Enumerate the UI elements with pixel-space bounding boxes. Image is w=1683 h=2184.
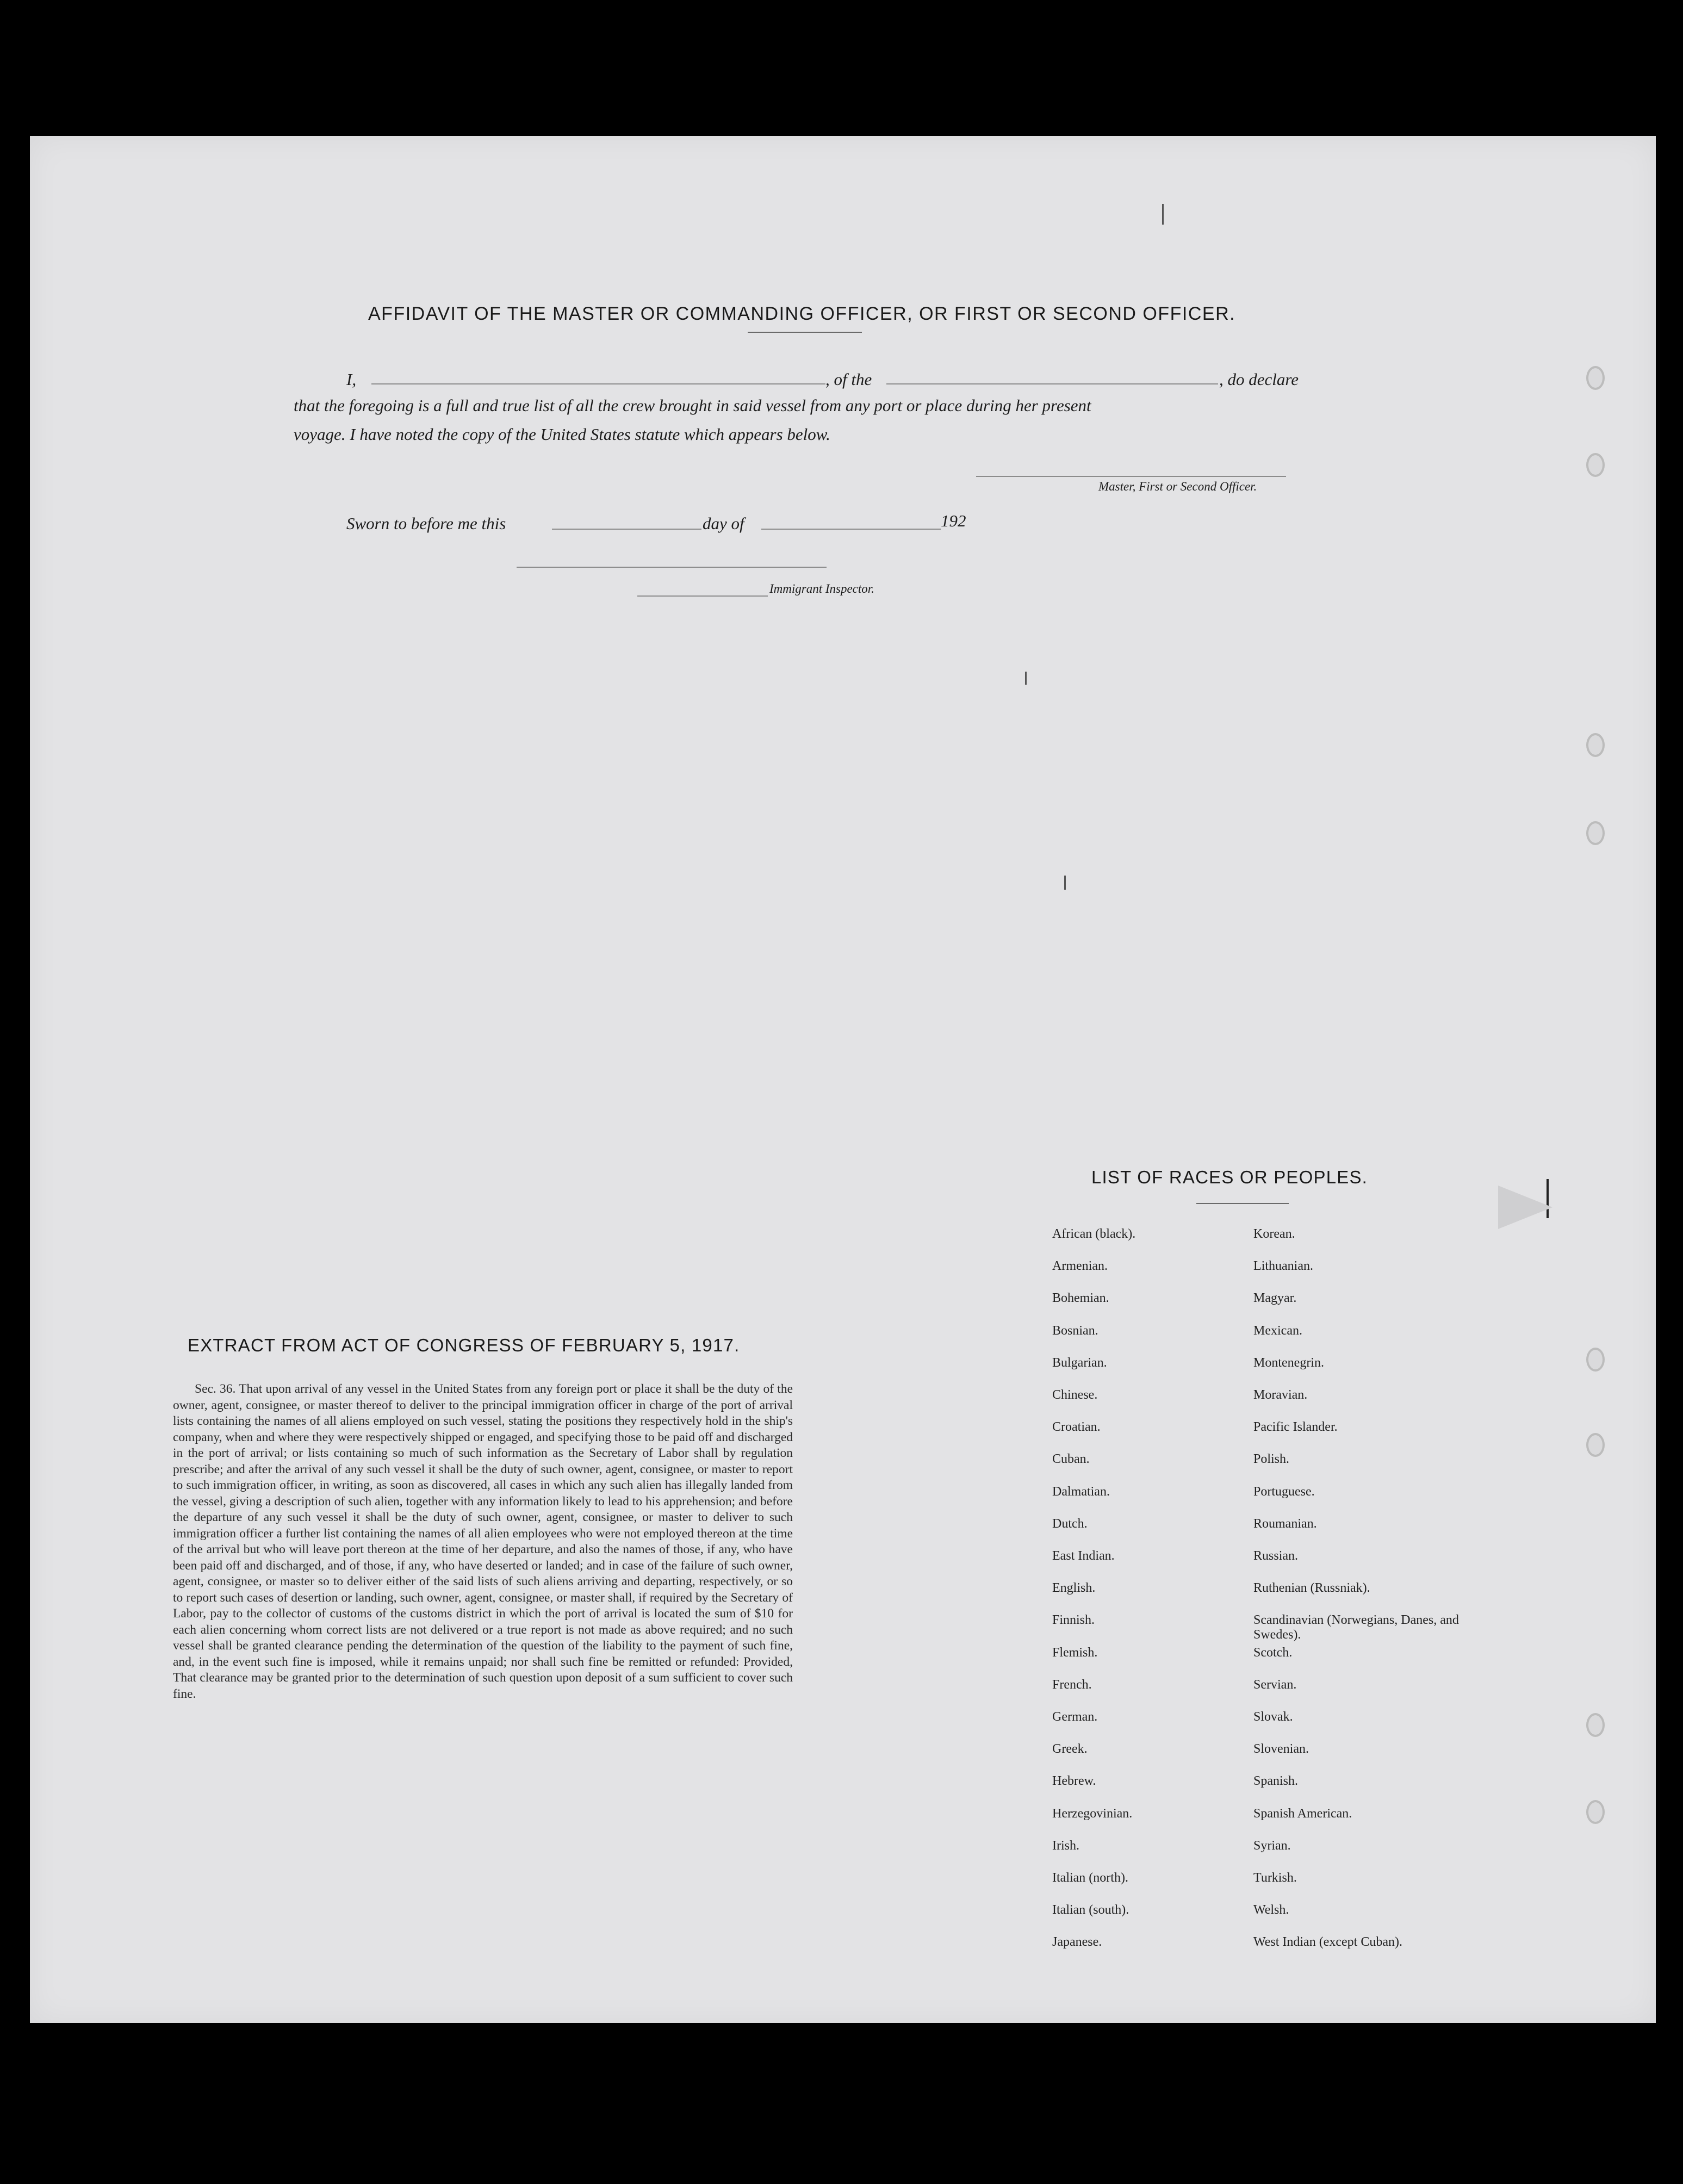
race-item: Ruthenian (Russniak). xyxy=(1253,1581,1370,1596)
master-label: Master, First or Second Officer. xyxy=(1098,480,1257,493)
race-item: Finnish. xyxy=(1052,1613,1095,1628)
binder-hole xyxy=(1586,453,1605,477)
race-item: Bohemian. xyxy=(1052,1291,1109,1306)
race-item: Lithuanian. xyxy=(1253,1259,1313,1274)
binder-hole xyxy=(1586,1800,1605,1824)
inspector-short-line xyxy=(637,595,768,597)
inspector-signature-line xyxy=(517,567,827,568)
race-item: Russian. xyxy=(1253,1549,1299,1563)
extract-title: EXTRACT FROM ACT OF CONGRESS OF FEBRUARY 5, 1917. xyxy=(188,1335,740,1355)
race-item: Greek. xyxy=(1052,1742,1088,1757)
race-item: Roumanian. xyxy=(1253,1516,1317,1531)
year-prefix: 192 xyxy=(941,511,966,530)
binder-hole xyxy=(1586,821,1605,845)
race-item: Dutch. xyxy=(1052,1516,1088,1531)
race-item: Slovenian. xyxy=(1253,1742,1309,1757)
statement-line-2: voyage. I have noted the copy of the United States statute which appears below. xyxy=(294,425,830,444)
race-item: Croatian. xyxy=(1052,1420,1101,1435)
title-rule xyxy=(748,332,862,333)
document-page xyxy=(30,136,1656,2023)
races-title-rule xyxy=(1196,1203,1289,1204)
statement-line-1: that the foregoing is a full and true list of all the crew brought in said vessel from any port or place during her present xyxy=(294,396,1091,415)
race-item: Hebrew. xyxy=(1052,1774,1096,1789)
inspector-label: Immigrant Inspector. xyxy=(769,582,874,595)
race-item: Syrian. xyxy=(1253,1838,1291,1853)
races-title: LIST OF RACES OR PEOPLES. xyxy=(1091,1167,1368,1187)
race-item: Bosnian. xyxy=(1052,1323,1098,1338)
binder-hole xyxy=(1586,1713,1605,1737)
race-item: Spanish. xyxy=(1253,1774,1299,1789)
race-item: African (black). xyxy=(1052,1227,1136,1241)
binder-hole xyxy=(1586,366,1605,390)
declare-of-the: , of the xyxy=(825,370,872,389)
name-blank-line xyxy=(371,383,825,384)
race-item: Montenegrin. xyxy=(1253,1355,1324,1370)
race-item: Servian. xyxy=(1253,1677,1297,1692)
race-item: Scandinavian (Norwegians, Danes, and Swedes). xyxy=(1253,1613,1459,1642)
race-item: West Indian (except Cuban). xyxy=(1253,1935,1402,1950)
affidavit-title: AFFIDAVIT OF THE MASTER OR COMMANDING OFFICER, OR FIRST OR SECOND OFFICER. xyxy=(368,303,1236,324)
month-blank-line xyxy=(761,529,941,530)
signature-line xyxy=(976,476,1286,477)
race-item: Italian (north). xyxy=(1052,1871,1128,1885)
declare-do-declare: , do declare xyxy=(1219,370,1299,389)
race-item: Turkish. xyxy=(1253,1871,1297,1885)
sworn-before: Sworn to before me this xyxy=(346,514,506,533)
faint-arrow-mark xyxy=(1498,1186,1552,1229)
stray-mark xyxy=(1025,672,1027,685)
race-item: Slovak. xyxy=(1253,1710,1293,1724)
stray-mark xyxy=(1064,876,1066,890)
race-item: Dalmatian. xyxy=(1052,1484,1110,1499)
race-item: Pacific Islander. xyxy=(1253,1420,1338,1435)
race-item: East Indian. xyxy=(1052,1549,1115,1563)
race-item: Herzegovinian. xyxy=(1052,1806,1133,1821)
race-item: Scotch. xyxy=(1253,1645,1293,1660)
race-item: Italian (south). xyxy=(1052,1903,1129,1918)
race-item: Armenian. xyxy=(1052,1259,1108,1274)
race-item: Welsh. xyxy=(1253,1903,1289,1918)
stray-mark xyxy=(1162,204,1164,225)
day-of: day of xyxy=(703,514,744,533)
race-item: Flemish. xyxy=(1052,1645,1098,1660)
extract-body: Sec. 36. That upon arrival of any vessel in the United States from any foreign port or place it shall be the duty of the owner, agent, consignee, or master thereof to deliver to the principal immigration officer in charge of the port of arrival lists containing the names of all aliens employed on such vessel, stating the positions they respectively hold in the ship's company, when and where they were respectively shipped or engaged, and specifying those to be paid off and discharged in the port of arrival; or lists containing so much of such information as the Secretary of Labor shall by regulation prescribe; and after the arrival of any such vessel it shall be the duty of such owner, agent, consignee, or master to report to such immigration officer, in writing, as soon as discovered, all cases in which any such alien has illegally landed from the vessel, giving a description of such alien, together with any information likely to lead to his apprehension; and before the departure of any such vessel it shall be the duty of such owner, agent, consignee, or master to deliver to such immigration officer a further list containing the names of all alien employees who were not employed thereon at the time of the arrival but who will leave port thereon at the time of her departure, and also the names of those, if any, who have been paid off and discharged, and of those, if any, who have deserted or landed; and in case of the failure of such owner, agent, consignee, or master so to deliver either of the said lists of such aliens arriving and departing, respectively, or so to report such cases of desertion or landing, such owner, agent, consignee, or master shall, if required by the Secretary of Labor, pay to the collector of customs of the customs district in which the port of arrival is located the sum of $10 for each alien concerning whom correct lists are not delivered or a true report is not made as above required; and no such vessel shall be granted clearance pending the determination of the question of the liability to the payment of such fine, and, in the event such fine is imposed, while it remains unpaid; nor shall such fine be remitted or refunded: Provided, That clearance may be granted prior to the determination of such question upon deposit of a sum sufficient to cover such fine. xyxy=(173,1382,793,1701)
race-item: English. xyxy=(1052,1581,1096,1596)
race-item: Magyar. xyxy=(1253,1291,1297,1306)
day-blank-line xyxy=(552,529,701,530)
race-item: Mexican. xyxy=(1253,1323,1302,1338)
binder-hole xyxy=(1586,733,1605,757)
race-item: Chinese. xyxy=(1052,1388,1098,1402)
race-item: Irish. xyxy=(1052,1838,1079,1853)
race-item: Polish. xyxy=(1253,1452,1290,1467)
race-item: Cuban. xyxy=(1052,1452,1090,1467)
race-item: German. xyxy=(1052,1710,1098,1724)
race-item: Korean. xyxy=(1253,1227,1295,1241)
vessel-blank-line xyxy=(886,383,1218,384)
race-item: Spanish American. xyxy=(1253,1806,1352,1821)
race-item: Portuguese. xyxy=(1253,1484,1315,1499)
race-item: Moravian. xyxy=(1253,1388,1308,1402)
race-item: Bulgarian. xyxy=(1052,1355,1107,1370)
binder-hole xyxy=(1586,1433,1605,1457)
race-item: Japanese. xyxy=(1052,1935,1102,1950)
declare-i: I, xyxy=(346,370,357,389)
binder-hole xyxy=(1586,1348,1605,1372)
race-item: French. xyxy=(1052,1677,1092,1692)
